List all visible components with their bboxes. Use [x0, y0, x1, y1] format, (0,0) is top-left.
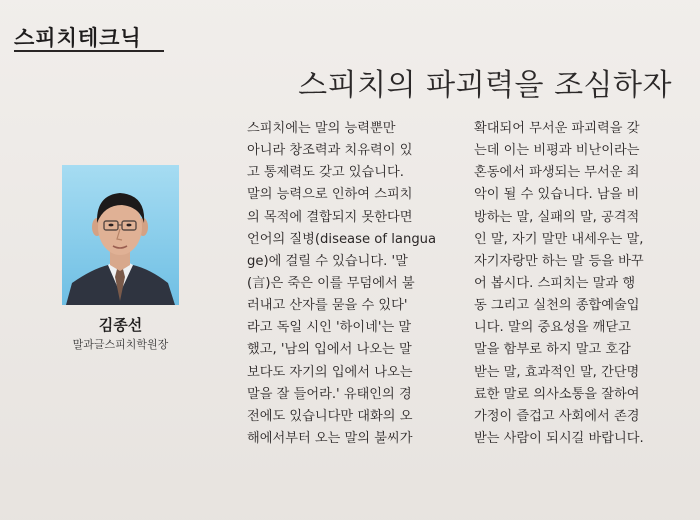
- section-label: 스피치테크닉: [14, 26, 142, 50]
- article-headline: 스피치의 파괴력을 조심하자: [298, 68, 672, 103]
- text-line: 말을 잘 들어라.' 유태인의 경: [247, 386, 412, 402]
- text-line: ge)에 걸릴 수 있습니다. '말: [247, 253, 408, 269]
- text-line: 보다도 자기의 입에서 나오는: [247, 364, 413, 380]
- text-line: 고 통제력도 갖고 있습니다.: [247, 165, 404, 181]
- text-line: 혼동에서 파생되는 무서운 죄: [474, 165, 640, 181]
- author-photo: [62, 165, 179, 305]
- author-portrait-image: [62, 165, 179, 305]
- text-line: 스피치에는 말의 능력뿐만: [247, 121, 396, 136]
- text-line: 받는 사람이 되시길 바랍니다.: [474, 430, 644, 446]
- text-line: 자기자랑만 하는 말 등을 바꾸: [474, 253, 644, 269]
- text-line: 말의 능력으로 인하여 스피치: [247, 187, 413, 203]
- text-line: 가정이 즐겁고 사회에서 존경: [474, 408, 640, 424]
- text-line: 인 말, 자기 말만 내세우는 말,: [474, 231, 644, 247]
- author-name: 김종선: [98, 316, 143, 334]
- article-column-1: [247, 118, 455, 450]
- text-line: 러내고 산자를 묻을 수 있다': [247, 298, 408, 314]
- text-line: 받는 말, 효과적인 말, 간단명: [474, 364, 640, 380]
- text-line: 해에서부터 오는 말의 불씨가: [247, 430, 413, 446]
- text-line: 아니라 창조력과 치유력이 있: [247, 143, 413, 159]
- text-line: 료한 말로 의사소통을 잘하여: [474, 386, 640, 402]
- text-line: 라고 독일 시인 '하이네'는 말: [247, 320, 412, 336]
- text-line: 방하는 말, 실패의 말, 공격적: [474, 209, 640, 225]
- author-title: 말과글스피치학원장: [72, 338, 169, 351]
- text-line: 의 목적에 결합되지 못한다면: [247, 209, 413, 225]
- text-line: 확대되어 무서운 파괴력을 갖: [474, 121, 640, 136]
- text-line: 언어의 질병(disease of langua: [247, 231, 437, 247]
- text-line: 전에도 있습니다만 대화의 오: [247, 408, 413, 424]
- text-line: 니다. 말의 중요성을 깨닫고: [474, 320, 631, 336]
- text-line: (言)은 죽은 이를 무덤에서 불: [247, 275, 415, 291]
- text-line: 말을 함부로 하지 말고 호감: [474, 342, 631, 358]
- text-line: 했고, '남의 입에서 나오는 말: [247, 342, 412, 358]
- text-line: 동 그리고 실천의 종합예술입: [474, 298, 640, 314]
- text-line: 는데 이는 비평과 비난이라는: [474, 143, 640, 159]
- section-divider: [14, 50, 164, 52]
- text-line: 어 봅시다. 스피치는 말과 행: [474, 275, 636, 291]
- article-column-2: [474, 118, 682, 450]
- text-line: 악이 될 수 있습니다. 남을 비: [474, 187, 640, 203]
